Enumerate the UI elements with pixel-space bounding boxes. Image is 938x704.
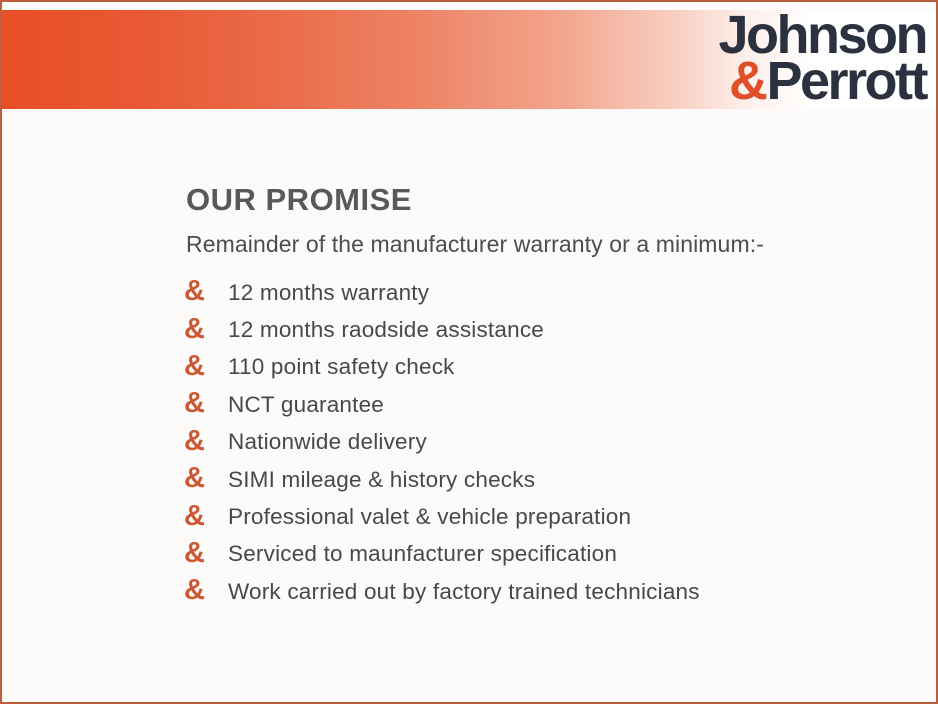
list-item [184,536,700,573]
list-item-label: Serviced to maunfacturer specification [228,541,618,567]
ampersand-bullet-icon: & [184,387,205,420]
list-item [184,349,700,386]
brand-logo [718,5,927,111]
ampersand-bullet-icon: & [184,574,205,607]
list-item-label: NCT guarantee [228,391,385,417]
list-item [184,386,700,423]
ampersand-bullet-icon: & [184,499,205,532]
list-item-label: 12 months raodside assistance [228,317,544,343]
list-item-label: 12 months warranty [228,279,430,305]
list-item-label: Professional valet & vehicle preparation [228,504,632,530]
ampersand-bullet-icon: & [184,462,205,495]
ampersand-bullet-icon: & [184,312,205,345]
page-title: OUR PROMISE [186,182,412,217]
list-item [184,311,700,348]
brand-logo-line2 [719,51,927,111]
page-subtitle: Remainder of the manufacturer warranty or a minimum:- [186,231,764,257]
list-item-label: Nationwide delivery [228,429,427,455]
brand-logo-line1: Johnson [718,5,926,65]
list-item [184,424,700,461]
promise-list [184,274,700,611]
brand-logo-line2-name: Perrott [766,51,926,111]
ampersand-bullet-icon: & [184,536,205,569]
list-item [184,498,700,535]
list-item-label: SIMI mileage & history checks [228,466,536,492]
list-item [184,573,700,610]
ampersand-bullet-icon: & [184,424,205,457]
ampersand-bullet-icon: & [184,275,205,308]
list-item [184,461,700,498]
list-item-label: Work carried out by factory trained technicians [228,578,700,604]
list-item-label: 110 point safety check [228,354,455,380]
list-item [184,274,700,311]
brand-ampersand-icon: & [728,51,766,111]
ampersand-bullet-icon: & [184,349,205,382]
